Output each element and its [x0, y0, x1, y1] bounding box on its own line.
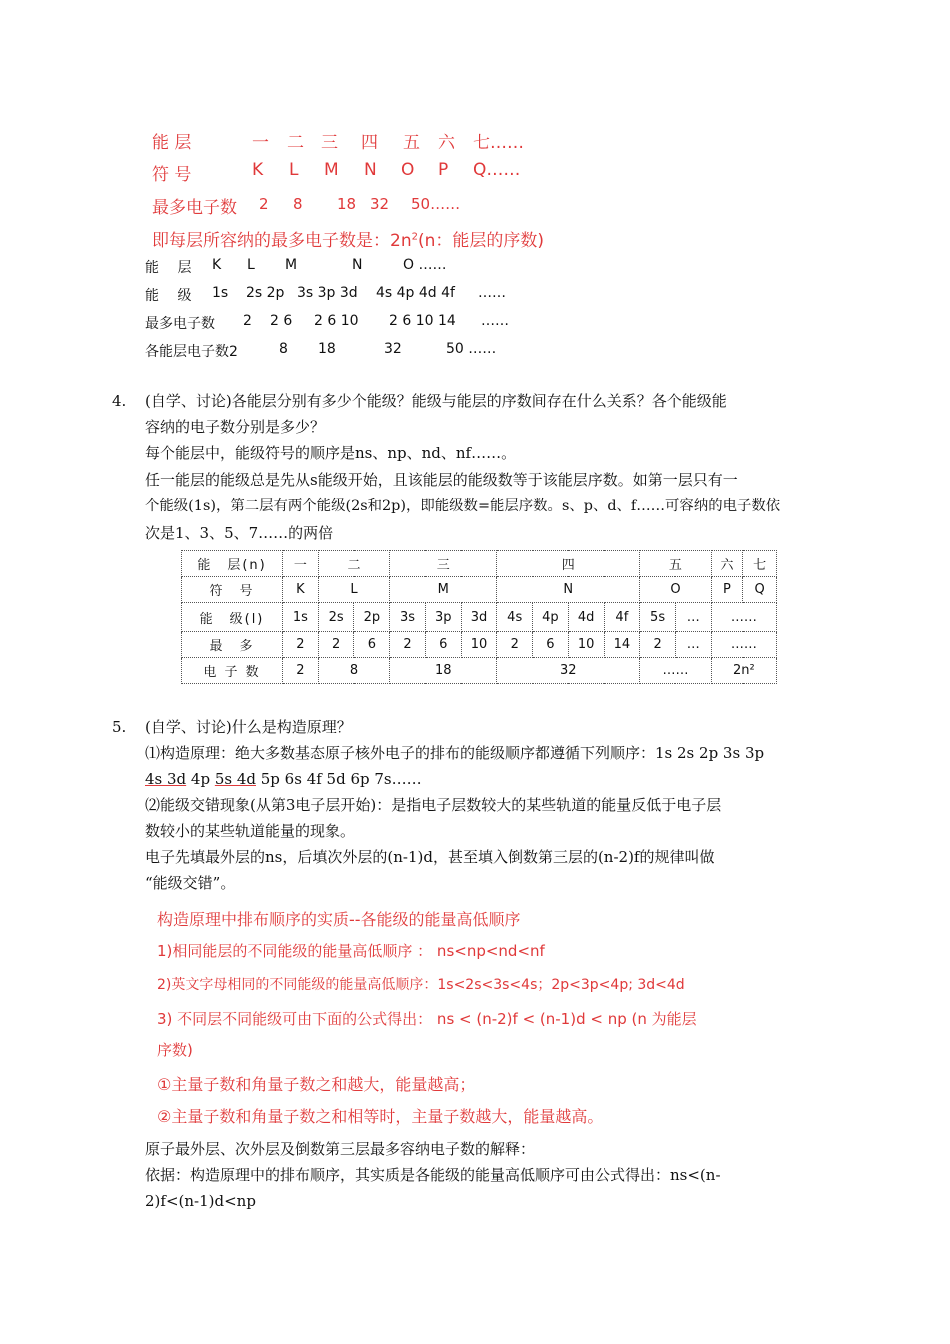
summary-cell: N [352, 257, 363, 273]
table-cell: 2 [497, 632, 533, 658]
table-header-electrons: 电 子 数 [182, 658, 283, 684]
summary-cell: …… [478, 285, 506, 301]
q5-p3-line2: “能级交错”。 [145, 874, 236, 892]
table-cell: 2 [390, 632, 426, 658]
tail-line2: 依据：构造原理中的排布顺序，其实质是各能级的能量高低顺序可由公式得出：ns<(n- [145, 1166, 721, 1184]
table-cell: 3p [425, 603, 461, 632]
red-row1-cell: 三 [321, 133, 338, 153]
table-cell: 10 [461, 632, 497, 658]
table-cell: K [283, 577, 319, 603]
table-cell: N [497, 577, 640, 603]
summary-cell: M [285, 257, 298, 273]
red-row3-cell: 18 [337, 195, 357, 213]
table-row-max-layer [182, 658, 777, 684]
summary-cell: 2s 2p [246, 285, 285, 301]
q5-p2-line1: ⑵能级交错现象(从第3电子层开始)：是指电子层数较大的某些轨道的能量反低于电子层 [145, 796, 722, 814]
red-mid-line: ①主量子数和角量子数之和越大，能量越高； [157, 1075, 476, 1094]
red-row1-cell: 七…… [473, 133, 524, 153]
table-cell: 2 [318, 632, 354, 658]
red-row1-cell: 六 [438, 133, 455, 153]
table-cell: 6 [354, 632, 390, 658]
q4-answer2-line1: 任一能层的能级总是先从s能级开始，且该能层的能级数等于该能层序数。如第一层只有一 [145, 471, 738, 489]
table-cell: 五 [640, 551, 711, 577]
red-row3-cell: 50…… [411, 195, 461, 213]
red-mid-line: 2)英文字母相同的不同能级的能量高低顺序：1s<2s<3s<4s；2p<3p<4p; 3d<4d [157, 977, 685, 993]
table-row-layer [182, 551, 777, 577]
red-row2-cell: L [289, 160, 299, 180]
table-row-level [182, 603, 777, 632]
red-row1-cell: 四 [361, 133, 378, 153]
red-mid-line: 3) 不同层不同能级可由下面的公式得出： ns < (n-2)f < (n-1)d < np (n 为能层 [157, 1010, 697, 1028]
summary-cell: 2 [243, 313, 252, 329]
q4-question-line2: 容纳的电子数分别是多少？ [145, 418, 326, 436]
red-mid-line: 序数) [157, 1041, 193, 1059]
table-cell: 2 [283, 658, 319, 684]
table-cell: O [640, 577, 711, 603]
table-cell: 6 [425, 632, 461, 658]
red-row1-cell: 一 [252, 133, 269, 153]
summary-cell: 4s 4p 4d 4f [376, 285, 455, 301]
red-row1-cell: 二 [287, 133, 304, 153]
tail-line1: 原子最外层、次外层及倒数第三层最多容纳电子数的解释： [145, 1140, 536, 1158]
summary-label: 最多电子数 [145, 316, 215, 332]
summary-cell: 2 6 10 [314, 313, 359, 329]
q5-p2-line2: 数较小的某些轨道能量的现象。 [145, 822, 356, 840]
red-mid-line: 构造原理中排布顺序的实质--各能级的能量高低顺序 [157, 910, 521, 929]
summary-cell: 3s 3p 3d [297, 285, 358, 301]
q4-answer2-line2: 个能级(1s)，第二层有两个能级(2s和2p)，即能级数=能层序数。s、p、d、f……可容纳的电子数依 [145, 498, 781, 514]
table-cell: 2n² [711, 658, 776, 684]
table-cell: …… [711, 632, 776, 658]
table-cell: 4f [604, 603, 640, 632]
underlined-orbitals: 5s 4d [214, 770, 256, 788]
summary-cell: 18 [318, 341, 336, 357]
summary-cell: L [247, 257, 255, 273]
table-cell: 4p [533, 603, 569, 632]
table-cell: 5s [640, 603, 676, 632]
red-mid-line: 1)相同能层的不同能级的能量高低顺序 ： ns<np<nd<nf [157, 942, 545, 960]
table-cell: 2 [283, 632, 319, 658]
table-header-layer: 能 层(n) [182, 551, 283, 577]
table-cell: 14 [604, 632, 640, 658]
table-cell: 一 [283, 551, 319, 577]
table-row-max-level [182, 632, 777, 658]
red-row2-cell: M [324, 160, 339, 180]
tail-line3: 2)f<(n-1)d<np [145, 1192, 256, 1210]
summary-label: 各能层电子数2 [145, 344, 238, 360]
red-row2-cell: P [438, 160, 449, 180]
summary-cell: …… [481, 313, 509, 329]
table-cell: …… [711, 603, 776, 632]
red-row3-cell: 2 [259, 195, 269, 213]
summary-cell: 2 6 [270, 313, 293, 329]
summary-cell: O …… [403, 257, 447, 273]
table-cell: 二 [318, 551, 389, 577]
underlined-orbitals: 4s 3d [145, 770, 187, 788]
red-row2-cell: N [364, 160, 377, 180]
table-cell: Q [743, 577, 777, 603]
table-cell: 1s [283, 603, 319, 632]
table-cell: L [318, 577, 389, 603]
table-cell: …… [640, 658, 711, 684]
red-row1-cell: 五 [403, 133, 420, 153]
table-cell: 2s [318, 603, 354, 632]
table-cell: 2 [640, 632, 676, 658]
q4-answer2-line3: 次是1、3、5、7……的两倍 [145, 524, 334, 542]
red-row4-text: 即每层所容纳的最多电子数是：$2n^2(n$：能层的序数) [152, 231, 545, 251]
summary-cell: 2 6 10 14 [389, 313, 456, 329]
table-cell: 六 [711, 551, 743, 577]
table-cell: 2p [354, 603, 390, 632]
summary-label: 能 层 [145, 260, 192, 276]
table-cell: 七 [743, 551, 777, 577]
summary-cell: 1s [212, 285, 229, 301]
table-header-level: 能 级(l) [182, 603, 283, 632]
q4-number: 4. [112, 392, 127, 410]
table-row-symbol [182, 577, 777, 603]
table-cell: 四 [497, 551, 640, 577]
table-cell: 3d [461, 603, 497, 632]
red-row2-cell: Q…… [473, 160, 521, 180]
red-row3-label: 最多电子数 [152, 198, 237, 218]
table-cell: 3s [390, 603, 426, 632]
summary-cell: 32 [384, 341, 402, 357]
table-cell: 4s [497, 603, 533, 632]
table-cell: 18 [390, 658, 497, 684]
summary-label: 能 级 [145, 288, 192, 304]
summary-cell: 8 [279, 341, 288, 357]
q4-question-line1: (自学、讨论)各能层分别有多少个能级？能级与能层的序数间存在什么关系？各个能级能 [145, 392, 727, 410]
q4-answer1: 每个能层中，能级符号的顺序是ns、np、nd、nf……。 [145, 444, 517, 462]
table-header-max: 最 多 [182, 632, 283, 658]
table-header-symbol: 符 号 [182, 577, 283, 603]
table-cell: 8 [318, 658, 389, 684]
table-cell: M [390, 577, 497, 603]
q5-question: (自学、讨论)什么是构造原理？ [145, 718, 352, 736]
q5-number: 5. [112, 718, 127, 736]
table-cell: … [675, 632, 711, 658]
red-row1-label: 能 层 [152, 133, 192, 153]
table-cell: 6 [533, 632, 569, 658]
table-cell: 10 [568, 632, 604, 658]
table-cell: … [675, 603, 711, 632]
red-row3-cell: 8 [293, 195, 303, 213]
q5-p1-line2: 4s 3d 4p 5s 4d 5p 6s 4f 5d 6p 7s…… [145, 770, 422, 788]
red-row3-cell: 32 [370, 195, 390, 213]
red-row2-cell: O [401, 160, 415, 180]
red-row2-label: 符 号 [152, 165, 192, 185]
summary-cell: K [212, 257, 222, 273]
q5-p3-line1: 电子先填最外层的ns，后填次外层的(n-1)d，甚至填入倒数第三层的(n-2)f的规律叫做 [145, 848, 715, 866]
red-mid-line: ②主量子数和角量子数之和相等时，主量子数越大，能量越高。 [157, 1107, 604, 1126]
table-cell: 4d [568, 603, 604, 632]
q5-p1-line1: ⑴构造原理：绝大多数基态原子核外电子的排布的能级顺序都遵循下列顺序：1s 2s 2p 3s 3p [145, 744, 765, 762]
summary-cell: 50 …… [446, 341, 497, 357]
energy-level-table [181, 550, 777, 684]
table-cell: 三 [390, 551, 497, 577]
table-cell: P [711, 577, 743, 603]
table-cell: 32 [497, 658, 640, 684]
red-row2-cell: K [252, 160, 264, 180]
